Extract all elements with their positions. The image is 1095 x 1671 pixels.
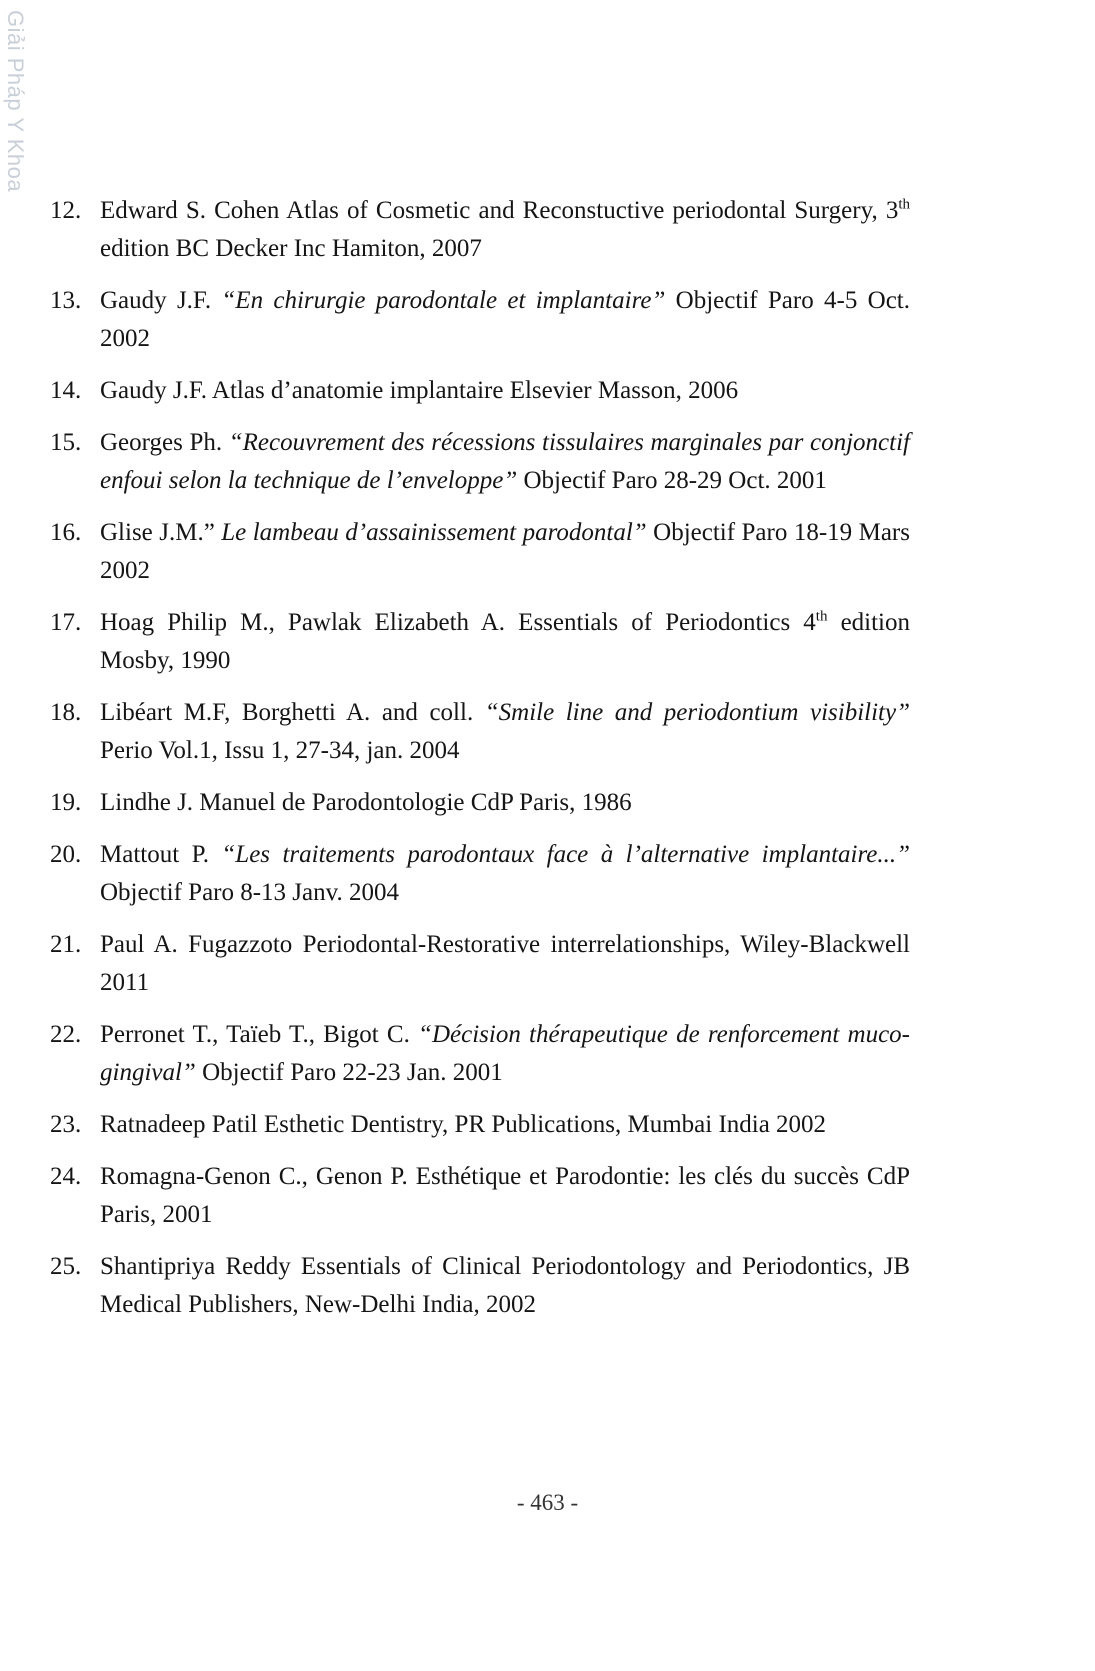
reference-number: 20. [50, 841, 82, 868]
reference-number: 21. [50, 931, 82, 958]
reference-text [100, 789, 632, 816]
reference-segment: Mattout P. [100, 841, 222, 868]
ordinal-superscript: th [898, 196, 910, 213]
reference-item [50, 192, 910, 268]
reference-text [100, 377, 738, 404]
reference-text [100, 609, 910, 674]
reference-item [50, 282, 910, 358]
reference-item [50, 604, 910, 680]
reference-segment: Objectif Paro 18-19 Mars 2002 [100, 519, 910, 584]
reference-segment: Lindhe J. Manuel de Parodontologie CdP Paris, 1986 [100, 789, 632, 816]
reference-text [100, 519, 910, 584]
reference-number: 15. [50, 429, 82, 456]
reference-title-italic: Le lambeau d’assainissement parodontal” [221, 519, 647, 546]
reference-text [100, 1111, 826, 1138]
reference-segment: Romagna-Genon C., Genon P. Esthétique et Parodontie: les clés du succès CdP Paris, 2001 [100, 1163, 910, 1228]
reference-segment: Shantipriya Reddy Essentials of Clinical Periodontology and Periodontics, JB Medical Publishers, New-Delhi India, 2002 [100, 1253, 910, 1318]
reference-item [50, 1248, 910, 1324]
reference-number: 13. [50, 287, 82, 314]
reference-text [100, 699, 910, 764]
reference-number: 17. [50, 609, 82, 636]
reference-number: 12. [50, 197, 82, 224]
reference-text [100, 1163, 910, 1228]
ordinal-superscript: th [815, 608, 828, 625]
reference-item [50, 1016, 910, 1092]
reference-title-italic: “En chirurgie parodontale et implantaire” [221, 287, 666, 314]
reference-item [50, 784, 910, 822]
reference-title-italic: “Décision thérapeutique de renforcement muco-gingival” [100, 1021, 910, 1086]
watermark-text: Giải Pháp Y Khoa [3, 10, 28, 193]
reference-item [50, 372, 910, 410]
reference-text [100, 841, 910, 906]
reference-number: 14. [50, 377, 82, 404]
reference-item [50, 926, 910, 1002]
reference-item [50, 1106, 910, 1144]
reference-segment: Perronet T., Taïeb T., Bigot C. [100, 1021, 419, 1048]
reference-number: 23. [50, 1111, 82, 1138]
page-number: - 463 - [516, 1490, 579, 1515]
reference-segment: Objectif Paro 28-29 Oct. 2001 [517, 467, 827, 494]
reference-number: 18. [50, 699, 82, 726]
reference-title-italic: “Les traitements parodontaux face à l’alternative implantaire...” [221, 841, 911, 868]
reference-number: 22. [50, 1021, 82, 1048]
reference-number: 25. [50, 1253, 82, 1280]
reference-title-italic: “Smile line and periodontium visibility” [484, 699, 910, 726]
reference-item [50, 424, 910, 500]
reference-number: 24. [50, 1163, 82, 1190]
reference-segment: Objectif Paro 4-5 Oct. 2002 [100, 287, 910, 352]
reference-segment: Glise J.M.” [100, 519, 222, 546]
reference-segment: Libéart M.F, Borghetti A. and coll. [100, 699, 485, 726]
reference-segment: Georges Ph. [100, 429, 229, 456]
reference-segment: edition BC Decker Inc Hamiton, 2007 [100, 235, 482, 262]
reference-number: 19. [50, 789, 82, 816]
reference-text [100, 931, 910, 996]
reference-segment: Gaudy J.F. Atlas d’anatomie implantaire Elsevier Masson, 2006 [100, 377, 739, 404]
reference-segment: Gaudy J.F. [100, 287, 222, 314]
reference-segment: Objectif Paro 8-13 Janv. 2004 [100, 879, 400, 906]
reference-segment: Edward S. Cohen Atlas of Cosmetic and Reconstuctive periodontal Surgery, 3 [100, 197, 899, 224]
reference-text [100, 1021, 910, 1086]
reference-text [100, 429, 910, 494]
reference-segment: Paul A. Fugazzoto Periodontal-Restorative interrelationships, Wiley-Blackwell 2011 [100, 931, 910, 996]
reference-title-italic: “Recouvrement des récessions tissulaires marginales par conjonctif enfoui selon la technique de l’enveloppe” [100, 429, 910, 494]
reference-item [50, 514, 910, 590]
watermark [0, 0, 30, 230]
reference-segment: Objectif Paro 22-23 Jan. 2001 [195, 1059, 503, 1086]
reference-list [50, 192, 910, 1338]
reference-item [50, 694, 910, 770]
reference-segment: edition Mosby, 1990 [100, 609, 911, 674]
reference-segment: Hoag Philip M., Pawlak Elizabeth A. Essentials of Periodontics 4 [100, 609, 816, 636]
reference-segment: Ratnadeep Patil Esthetic Dentistry, PR Publications, Mumbai India 2002 [100, 1111, 827, 1138]
reference-item [50, 836, 910, 912]
reference-text [100, 197, 910, 262]
reference-number: 16. [50, 519, 82, 546]
reference-segment: Perio Vol.1, Issu 1, 27-34, jan. 2004 [100, 737, 460, 764]
reference-text [100, 1253, 910, 1318]
reference-item [50, 1158, 910, 1234]
reference-text [100, 287, 910, 352]
